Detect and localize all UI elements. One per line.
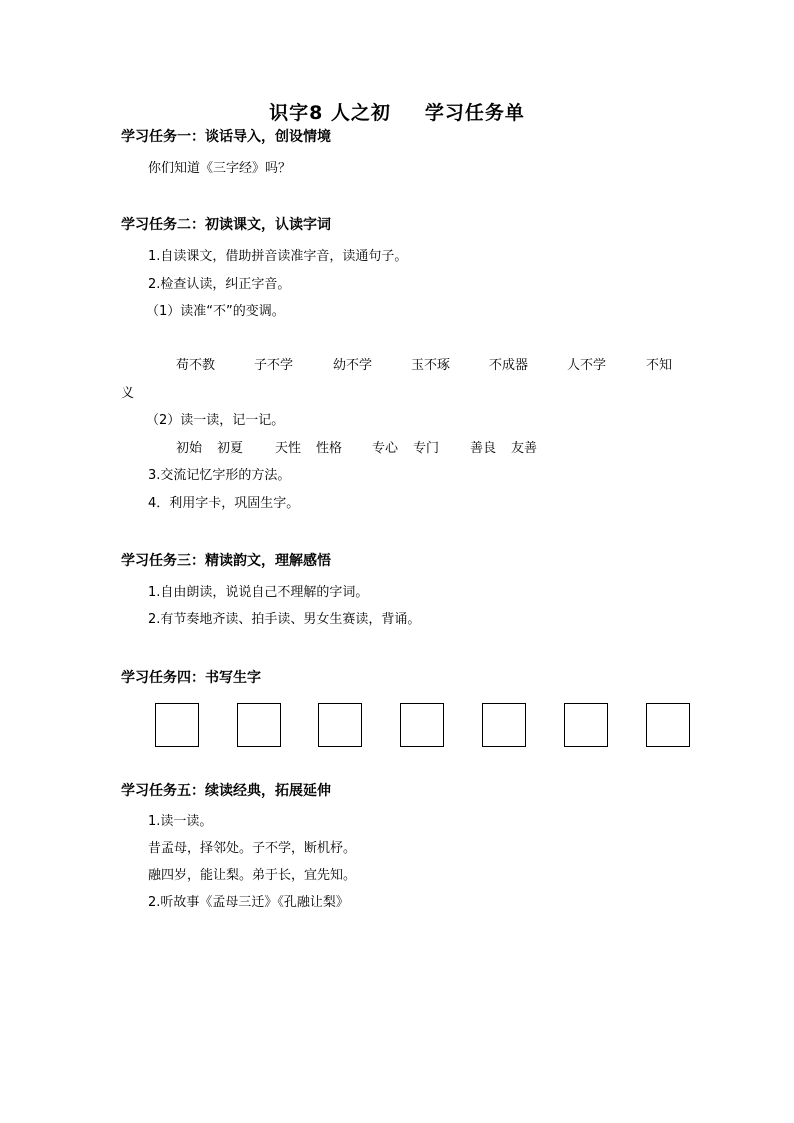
task3-step2: 2.有节奏地齐读、拍手读、男女生赛读，背诵。 bbox=[148, 612, 421, 627]
word-item: 天性 bbox=[275, 441, 302, 456]
task5-line1: 昔孟母，择邻处。子不学，断机杼。 bbox=[148, 841, 357, 856]
task2-sub1: （1）读准“不”的变调。 bbox=[146, 304, 285, 319]
title-sub: 学习任务单 bbox=[424, 102, 525, 124]
task2-heading: 学习任务二：初读课文，认读字词 bbox=[121, 217, 331, 233]
phrase-item: 人不学 bbox=[567, 358, 607, 373]
task4-heading: 学习任务四：书写生字 bbox=[121, 670, 261, 686]
word-item: 初夏 bbox=[217, 441, 244, 456]
word-item: 初始 bbox=[176, 441, 203, 456]
writing-box[interactable] bbox=[482, 703, 526, 747]
writing-box[interactable] bbox=[400, 703, 444, 747]
phrase-item: 苟不教 bbox=[176, 358, 216, 373]
phrase-item: 不知 bbox=[646, 358, 673, 373]
phrase-item: 义 bbox=[121, 386, 135, 401]
phrase-item: 子不学 bbox=[254, 358, 294, 373]
word-item: 性格 bbox=[316, 441, 343, 456]
task2-step4: 4．利用字卡，巩固生字。 bbox=[148, 496, 300, 511]
phrase-item: 玉不琢 bbox=[411, 358, 451, 373]
task5-step1: 1.读一读。 bbox=[148, 814, 213, 829]
writing-box[interactable] bbox=[564, 703, 608, 747]
task3-heading: 学习任务三：精读韵文，理解感悟 bbox=[121, 553, 331, 569]
task2-sub2: （2）读一读，记一记。 bbox=[146, 413, 285, 428]
word-item: 专心 bbox=[372, 441, 399, 456]
task2-step3: 3.交流记忆字形的方法。 bbox=[148, 468, 291, 483]
word-item: 友善 bbox=[511, 441, 538, 456]
writing-box[interactable] bbox=[646, 703, 690, 747]
word-item: 善良 bbox=[470, 441, 497, 456]
task3-step1: 1.自由朗读，说说自己不理解的字词。 bbox=[148, 585, 369, 600]
task5-step2: 2.听故事《孟母三迁》《孔融让梨》 bbox=[148, 895, 349, 910]
task5-heading: 学习任务五：续读经典，拓展延伸 bbox=[121, 783, 331, 799]
task1-text: 你们知道《三字经》吗？ bbox=[148, 161, 292, 176]
phrase-item: 不成器 bbox=[489, 358, 529, 373]
writing-box[interactable] bbox=[237, 703, 281, 747]
phrase-item: 幼不学 bbox=[333, 358, 373, 373]
title-main: 识字8 人之初 bbox=[269, 102, 391, 124]
task5-line2: 融四岁，能让梨。弟于长，宜先知。 bbox=[148, 868, 357, 883]
task2-step1: 1.自读课文，借助拼音读准字音，读通句子。 bbox=[148, 249, 408, 264]
word-item: 专门 bbox=[413, 441, 440, 456]
task2-step2: 2.检查认读，纠正字音。 bbox=[148, 277, 291, 292]
writing-box[interactable] bbox=[155, 703, 199, 747]
writing-box[interactable] bbox=[318, 703, 362, 747]
task1-heading: 学习任务一：谈话导入，创设情境 bbox=[121, 129, 331, 145]
page-title bbox=[0, 98, 794, 125]
